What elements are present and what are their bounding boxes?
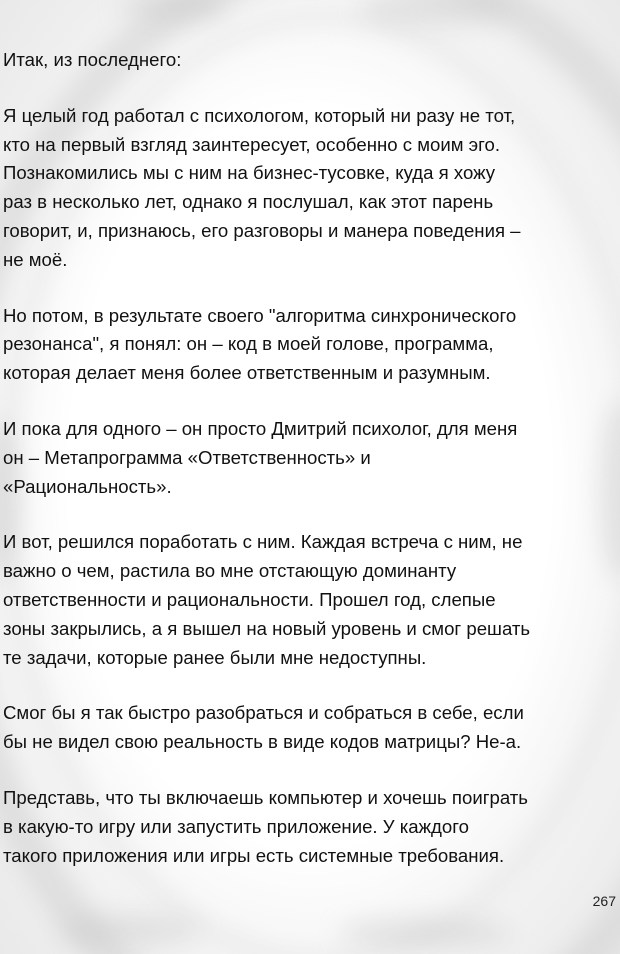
text-line: Познакомились мы с ним на бизнес-тусовке, куда я хожу — [3, 162, 496, 184]
text-line: в какую-то игру или запустить приложение. У каждого — [3, 815, 469, 837]
text-line: кто на первый взгляд заинтересует, особенно с моим эго. — [3, 133, 501, 155]
text-line: такого приложения или игры есть системные требования. — [3, 844, 505, 866]
text-line: Представь, что ты включаешь компьютер и хочешь поиграть — [3, 786, 528, 808]
text-line: важно о чем, растила во мне отстающую доминанту — [3, 560, 457, 582]
background-smudge — [60, 915, 200, 945]
background-smudge — [340, 918, 510, 948]
text-line: Смог бы я так быстро разобраться и собраться в себе, если — [3, 702, 524, 724]
text-line: И вот, решился поработать с ним. Каждая встреча с ним, не — [3, 531, 523, 553]
text-line: «Рациональность». — [3, 475, 172, 497]
text-line: И пока для одного – он просто Дмитрий психолог, для меня — [3, 417, 518, 439]
text-line: те задачи, которые ранее были мне недоступны. — [3, 646, 427, 668]
text-line: зоны закрылись, а я вышел на новый уровень и смог решать — [3, 617, 531, 639]
paragraph-psychologist — [0, 102, 620, 275]
paragraph-work — [0, 528, 620, 672]
text-line: ответственности и рациональности. Прошел год, слепые — [3, 588, 496, 610]
text-line: Я целый год работал с психологом, который ни разу не тот, — [3, 104, 516, 126]
paragraph-intro — [0, 46, 620, 75]
text-line: бы не видел свою реальность в виде кодов матрицы? Не-а. — [3, 731, 522, 753]
page-body — [0, 46, 620, 897]
text-line: резонанса", я понял: он – код в моей голове, программа, — [3, 333, 494, 355]
paragraph-question — [0, 699, 620, 757]
paragraph-computer — [0, 784, 620, 870]
page-number: 267 — [592, 893, 616, 909]
text-line: он – Метапрограмма «Ответственность» и — [3, 446, 371, 468]
text-line: Но потом, в результате своего "алгоритма синхронического — [3, 304, 517, 326]
text-line: раз в несколько лет, однако я послушал, как этот парень — [3, 191, 494, 213]
text-line: Итак, из последнего: — [3, 49, 182, 70]
text-line: не моё. — [3, 248, 68, 270]
paragraph-algorithm — [0, 302, 620, 388]
text-line: которая делает меня более ответственным и разумным. — [3, 362, 491, 384]
text-line: говорит, и, признаюсь, его разговоры и манера поведения – — [3, 219, 521, 241]
paragraph-metaprogram — [0, 415, 620, 501]
